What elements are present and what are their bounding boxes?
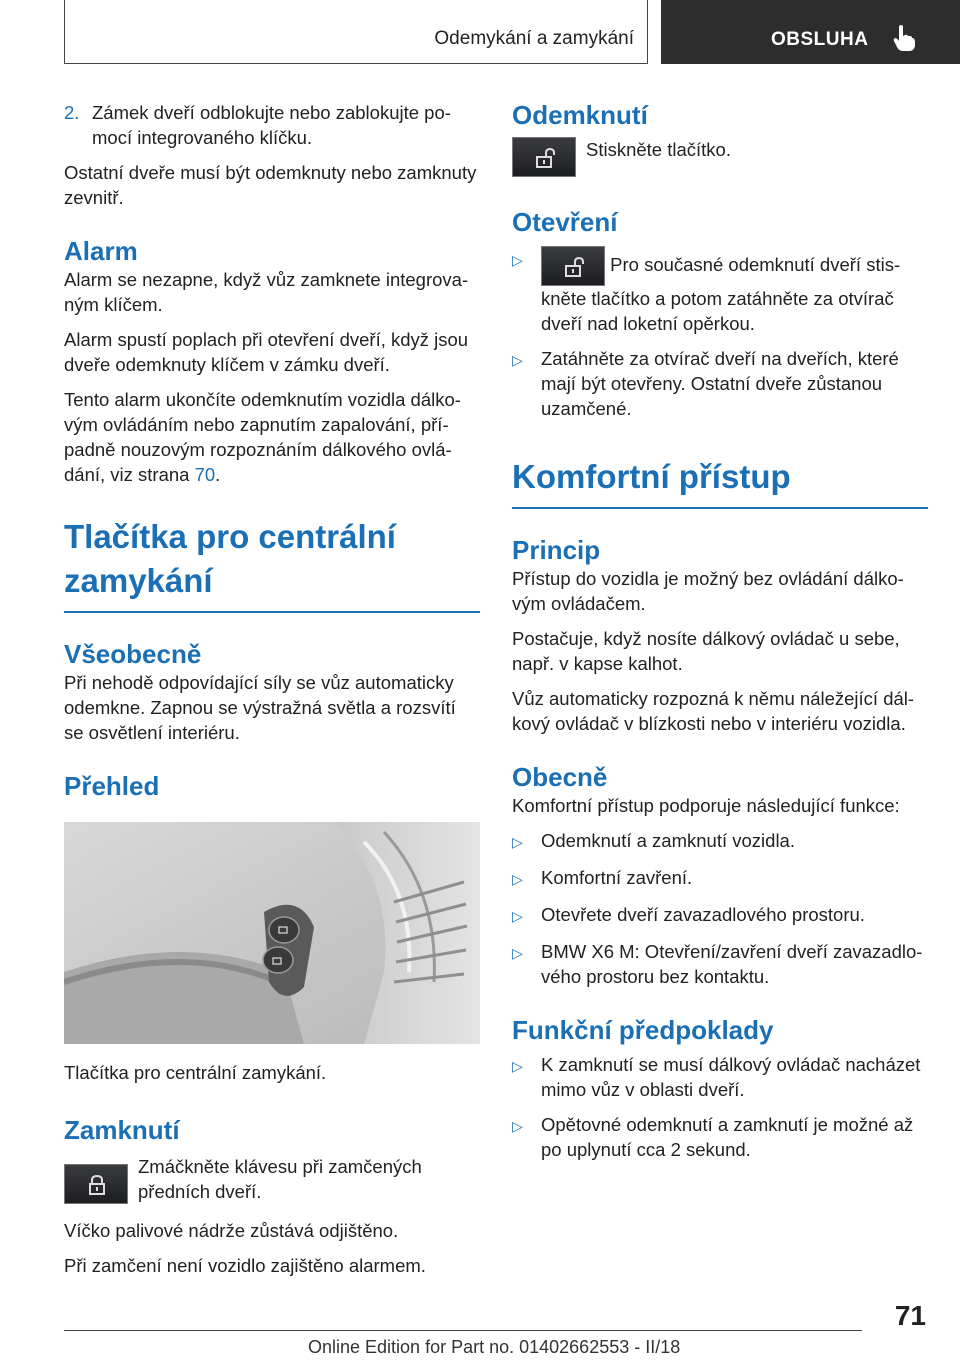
general-bullet-4	[512, 939, 928, 989]
step-2	[64, 100, 480, 150]
unlock-instruction: Stiskněte tlačítko.	[586, 139, 731, 160]
bullet-triangle-icon: ▷	[512, 871, 523, 887]
header-tab-label: OBSLUHA	[771, 29, 869, 50]
lock-paragraph-1: Víčko palivové nádrže zůstává odjištěno.	[64, 1220, 399, 1241]
open-bullet-1	[512, 246, 928, 336]
general-bullet-3-text: Otevřete dveří zavazadlového prostoru.	[541, 904, 865, 925]
footer-divider	[64, 1330, 862, 1331]
lock-key-row	[64, 1154, 480, 1204]
header-tab	[661, 0, 960, 64]
principle-heading: Princip	[512, 535, 601, 565]
prereq-bullet-2-text: Opětovné odemknutí a zamknutí je možné až po uplynutí cca 2 sekund.	[541, 1114, 914, 1160]
open-heading: Otevření	[512, 207, 618, 237]
lock-paragraph-2: Při zamčení není vozidlo zajištěno alarmem.	[64, 1255, 426, 1276]
unlock-key-row	[512, 137, 928, 177]
open-bullet-1-content	[541, 246, 928, 336]
unlock-heading: Odemknutí	[512, 100, 648, 130]
alarm-paragraph-3	[64, 387, 480, 487]
alarm-paragraph-3-end: .	[215, 464, 221, 485]
bullet-triangle-icon: ▷	[512, 1058, 523, 1074]
open-bullet-1-text: Pro současné odemknutí dveří stiskněte tlačítko a potom zatáhněte za otvírač dveří nad loketní opěrkou.	[541, 253, 901, 334]
general-heading-right: Obecně	[512, 762, 608, 792]
central-locking-heading: Tlačítka pro centrální zamykání	[64, 515, 480, 613]
unlock-icon	[564, 256, 586, 278]
step-text: Zámek dveří odblokujte nebo zablokujte pomocí integrovaného klíčku.	[92, 102, 451, 148]
prerequisites-heading: Funkční předpoklady	[512, 1015, 774, 1045]
bullet-triangle-icon: ▷	[512, 252, 523, 268]
bullet-triangle-icon: ▷	[512, 834, 523, 850]
general-bullet-2	[512, 865, 928, 892]
unlock-icon	[535, 147, 557, 169]
open-bullet-2-text: Zatáhněte za otvírač dveří na dveřích, které mají být otevřeny. Ostatní dveře zůstanou uzamčené.	[541, 348, 899, 419]
general-bullet-2-text: Komfortní zavření.	[541, 867, 693, 888]
lock-icon	[87, 1174, 107, 1196]
general-bullet-4-text: BMW X6 M: Otevření/zavření dveří zavazadlového prostoru bez kontaktu.	[541, 941, 923, 987]
general-paragraph-right: Komfortní přístup podporuje následující funkce:	[512, 795, 900, 816]
left-column	[64, 100, 480, 1288]
alarm-paragraph-2: Alarm spustí poplach při otevření dveří, když jsou dveře odemknuty klíčem v zámku dveří.	[64, 329, 469, 375]
pointing-hand-icon	[893, 24, 915, 52]
alarm-paragraph-1: Alarm se nezapne, když vůz zamknete integrovaným klíčem.	[64, 269, 469, 315]
unlock-button-image-inline	[541, 246, 605, 286]
lock-button-image	[64, 1164, 128, 1204]
unlock-button-image	[512, 137, 576, 177]
comfort-access-heading: Komfortní přístup	[512, 455, 928, 509]
page-link[interactable]: 70	[194, 464, 216, 485]
general-bullet-1-text: Odemknutí a zamknutí vozidla.	[541, 830, 795, 851]
open-bullet-2	[512, 346, 928, 421]
prereq-bullet-1	[512, 1052, 928, 1102]
lock-heading: Zamknutí	[64, 1115, 180, 1145]
photo-caption: Tlačítka pro centrální zamykání.	[64, 1062, 327, 1083]
prereq-bullet-2	[512, 1112, 928, 1162]
footer-edition: Online Edition for Part no. 01402662553 - II/18	[308, 1337, 681, 1357]
bullet-triangle-icon: ▷	[512, 352, 523, 368]
general-bullet-3	[512, 902, 928, 929]
page-number: 71	[894, 1300, 926, 1331]
principle-paragraph-3: Vůz automaticky rozpozná k němu náležející dálkový ovládač v blízkosti nebo v interiéru vozidla.	[512, 688, 915, 734]
step-number: 2.	[64, 102, 80, 123]
principle-paragraph-2: Postačuje, když nosíte dálkový ovládač u sebe, např. v kapse kalhot.	[512, 628, 900, 674]
alarm-paragraph-3-text: Tento alarm ukončíte odemknutím vozidla dálkovým ovládáním nebo zapnutím zapalování, případně nouzovým rozpoznáním dálkového ovládání, viz strana	[64, 389, 461, 485]
general-bullet-1	[512, 828, 928, 855]
general-paragraph: Při nehodě odpovídající síly se vůz automaticky odemkne. Zapnou se výstražná světla a rozsvítí se osvětlení interiéru.	[64, 672, 456, 743]
other-doors-text: Ostatní dveře musí být odemknuty nebo zamknuty zevnitř.	[64, 162, 477, 208]
general-heading: Všeobecně	[64, 639, 202, 669]
header-section-title: Odemykání a zamykání	[434, 28, 634, 49]
bullet-triangle-icon: ▷	[512, 908, 523, 924]
bullet-triangle-icon: ▷	[512, 1118, 523, 1134]
alarm-heading: Alarm	[64, 236, 138, 266]
door-buttons-photo	[64, 822, 480, 1044]
principle-paragraph-1: Přístup do vozidla je možný bez ovládání dálkovým ovládačem.	[512, 568, 904, 614]
right-column	[512, 100, 928, 1172]
overview-heading: Přehled	[64, 771, 160, 801]
bullet-triangle-icon: ▷	[512, 945, 523, 961]
prereq-bullet-1-text: K zamknutí se musí dálkový ovládač nacházet mimo vůz v oblasti dveří.	[541, 1054, 921, 1100]
lock-instruction: Zmáčkněte klávesu při zamčených předních dveří.	[138, 1156, 422, 1202]
